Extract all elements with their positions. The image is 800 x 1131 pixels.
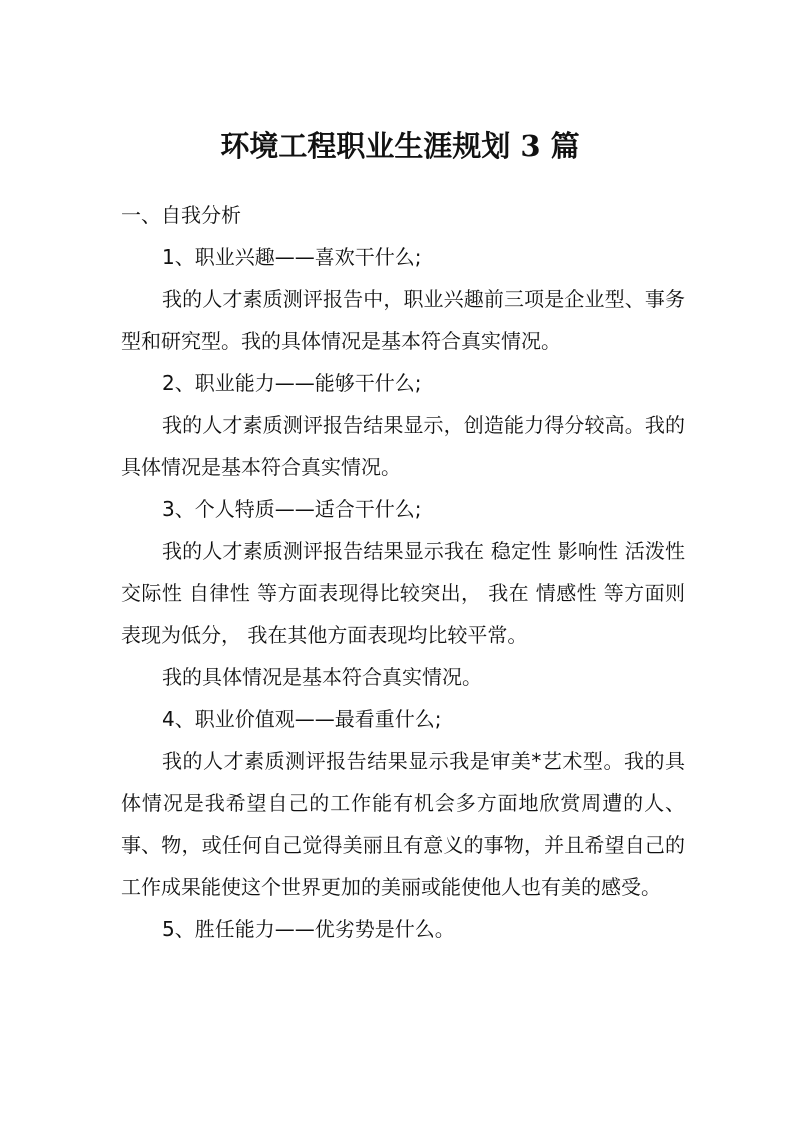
document-body: [121, 194, 685, 950]
item-3-summary: 我的具体情况是基本符合真实情况。: [162, 665, 482, 689]
item-5-heading: 5、胜任能力——优劣势是什么。: [162, 917, 455, 941]
section-heading-self-analysis: 一、自我分析: [121, 203, 241, 227]
item-1-paragraph: 我的人才素质测评报告中，职业兴趣前三项是企业型、事务型和研究型。我的具体情况是基本符合真实情况。: [121, 287, 685, 353]
item-2-paragraph: 我的人才素质测评报告结果显示，创造能力得分较高。我的具体情况是基本符合真实情况。: [121, 413, 685, 479]
item-3-paragraph: 我的人才素质测评报告结果显示我在 稳定性 影响性 活泼性 交际性 自律性 等方面表现得比较突出， 我在 情感性 等方面则表现为低分， 我在其他方面表现均比较平常。: [121, 539, 685, 647]
item-4-paragraph: 我的人才素质测评报告结果显示我是审美*艺术型。我的具体情况是我希望自己的工作能有机会多方面地欣赏周遭的人、事、物，或任何自己觉得美丽且有意义的事物，并且希望自己的工作成果能使这个世界更加的美丽或能使他人也有美的感受。: [121, 749, 685, 899]
item-2-heading: 2、职业能力——能够干什么;: [162, 371, 422, 395]
item-1-heading: 1、职业兴趣——喜欢干什么;: [162, 245, 422, 269]
document-title: 环境工程职业生涯规划 3 篇: [220, 129, 580, 163]
item-3-heading: 3、个人特质——适合干什么;: [162, 497, 422, 521]
item-4-heading: 4、职业价值观——最看重什么;: [162, 707, 442, 731]
